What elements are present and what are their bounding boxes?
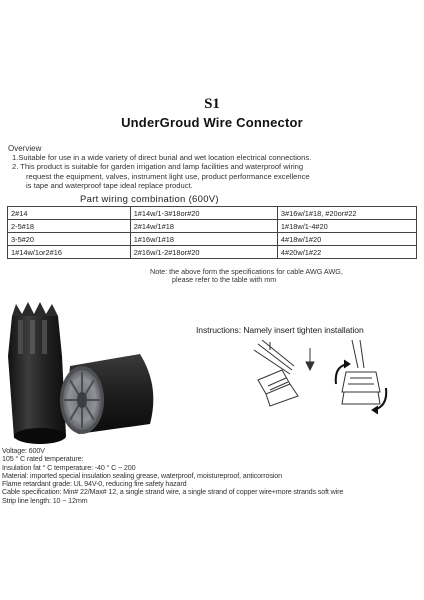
connector-product-image <box>0 296 165 454</box>
spec-strip-length: Strip line length: 10 ~ 12mm <box>2 495 88 505</box>
down-arrow-icon <box>306 348 314 370</box>
installation-diagram <box>240 340 390 420</box>
table-cell: 3#16w/1#18, #20or#22 <box>277 207 416 220</box>
tighten-step <box>342 340 380 404</box>
spec-cable: Cable specification: Min# 22/Max# 12, a single strand wire, a single strand of copper wire+more strands soft wire <box>2 487 344 497</box>
instructions-title: Instructions: Namely insert tighten installation <box>196 325 364 335</box>
table-row <box>8 233 417 246</box>
insert-step <box>254 340 298 406</box>
spec-flame-retardant: Flame retardant grade: UL 94V-0, reducing fire safety hazard <box>2 479 187 489</box>
spec-rated-temperature: 105 ° C rated temperature: <box>2 454 84 464</box>
specifications <box>2 447 422 505</box>
table-cell: 2-5#18 <box>8 220 131 233</box>
table-cell: 3-5#20 <box>8 233 131 246</box>
table-cell: 1#14w/1-3#18or#20 <box>130 207 277 220</box>
note-line-1: Note: the above form the specifications for cable AWG AWG, <box>150 267 343 276</box>
spec-material: Material: imported special insulation sealing grease, waterproof, moistureproof, anticorrosion <box>2 470 282 480</box>
table-note <box>150 268 420 285</box>
overview-heading: Overview <box>8 144 42 153</box>
product-title: UnderGroud Wire Connector <box>121 115 303 130</box>
connector-upright <box>8 302 66 444</box>
table-cell: 1#14w/1or2#16 <box>8 246 131 259</box>
table-cell: 1#18w/1-4#20 <box>277 220 416 233</box>
table-cell: 2#14w/1#18 <box>130 220 277 233</box>
connector-lying <box>60 354 153 434</box>
overview-section <box>8 144 420 190</box>
table-cell: 4#20w/1#22 <box>277 246 416 259</box>
overview-line-4: is tape and waterproof tape ideal replace product. <box>26 180 193 190</box>
table-row <box>8 207 417 220</box>
table-cell: 2#16w/1-2#18or#20 <box>130 246 277 259</box>
table-cell: 1#16w/1#18 <box>130 233 277 246</box>
table-cell: 2#14 <box>8 207 131 220</box>
note-line-2: please refer to the table with mm <box>172 275 277 285</box>
product-title-model: S1 <box>204 96 220 112</box>
wiring-table <box>7 206 417 259</box>
table-row <box>8 220 417 233</box>
overview-line-2: 2. This product is suitable for garden irrigation and lamp facilities and waterproof wiring <box>12 162 304 172</box>
table-cell: 4#18w/1#20 <box>277 233 416 246</box>
table-row <box>8 246 417 259</box>
overview-line-3: request the equipment, valves, instrument light use, product performance excellence <box>26 171 310 181</box>
wiring-table-title: Part wiring combination (600V) <box>80 194 219 205</box>
overview-line-1: 1.Suitable for use in a wide variety of direct burial and wet location electrical connections. <box>12 153 312 163</box>
spec-voltage: Voltage: 600V <box>2 446 45 455</box>
spec-insulation-temperature: Insulation fat ° C temperature: -40 ° C ~ 200 <box>2 462 136 472</box>
